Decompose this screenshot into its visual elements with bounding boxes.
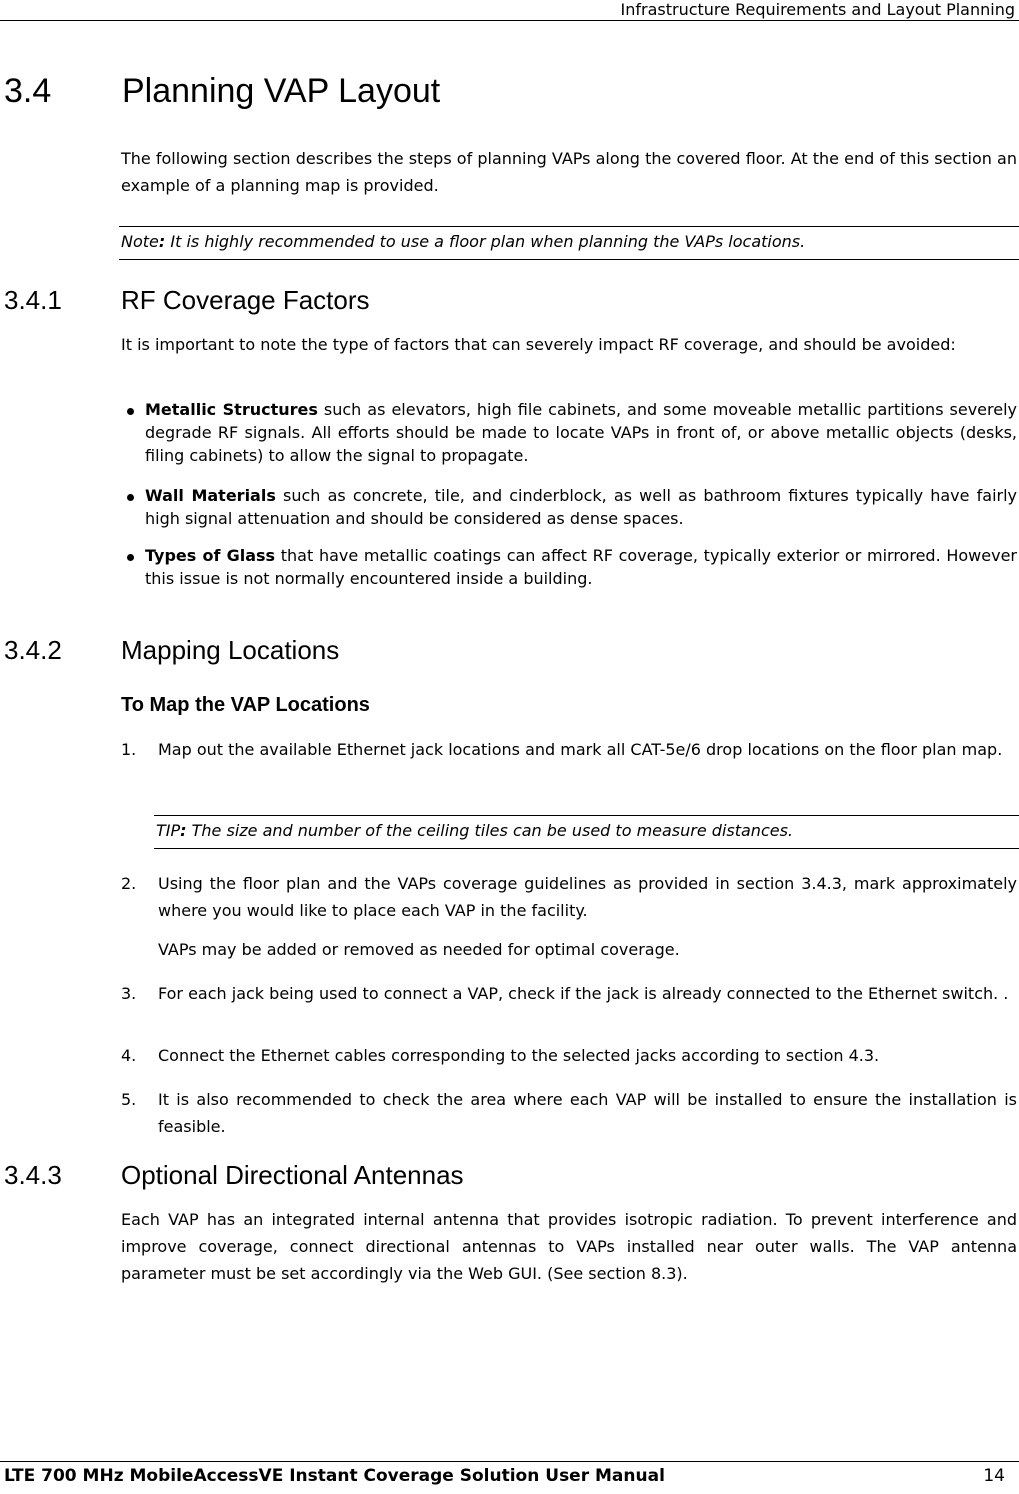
step-text: For each jack being used to connect a VAP, check if the jack is already connected to the Ethernet switch. . — [158, 984, 1009, 1003]
step-number: 3. — [121, 984, 137, 1003]
subsection-title: Optional Directional Antennas — [121, 1160, 464, 1190]
rf-intro: It is important to note the type of factors that can severely impact RF coverage, and should be avoided: — [121, 335, 956, 354]
note-box — [119, 226, 1019, 260]
subsection-number: 3.4.3 — [4, 1160, 62, 1190]
bullet-item — [145, 484, 1017, 530]
tip-label: TIP — [156, 821, 181, 840]
subsection-number: 3.4.1 — [4, 285, 62, 315]
bullet-term: Types of Glass — [145, 546, 276, 565]
footer-title: LTE 700 MHz MobileAccessVE Instant Coverage Solution User Manual — [4, 1466, 665, 1486]
bullet-text: that have metallic coatings can affect RF coverage, typically exterior or mirrored. However this issue is not normally encountered inside a building. — [145, 546, 1017, 588]
step-number: 5. — [121, 1090, 137, 1109]
note-text: It is highly recommended to use a floor plan when planning the VAPs locations. — [165, 232, 806, 251]
step-text: Map out the available Ethernet jack locations and mark all CAT-5e/6 drop locations on the floor plan map. — [158, 740, 1003, 759]
tip-text: The size and number of the ceiling tiles can be used to measure distances. — [186, 821, 794, 840]
bullet-text: such as elevators, high file cabinets, and some moveable metallic partitions severely degrade RF signals. All efforts should be made to locate VAPs in front of, or above metallic objects (desks, filing cabinets) to allow the signal to propagate. — [145, 400, 1018, 465]
procedure-title: To Map the VAP Locations — [121, 694, 370, 716]
step-number: 4. — [121, 1046, 137, 1065]
tip-box — [154, 815, 1019, 849]
step-text: Connect the Ethernet cables corresponding to the selected jacks according to section 4.3. — [158, 1046, 880, 1065]
header-rule — [0, 20, 1019, 21]
subsection-heading-antennas — [4, 1160, 464, 1191]
step-number: 1. — [121, 740, 137, 759]
running-header: Infrastructure Requirements and Layout Planning — [620, 0, 1015, 19]
bullet-item — [145, 544, 1017, 590]
antennas-text: Each VAP has an integrated internal antenna that provides isotropic radiation. To prevent interference and improve coverage, connect directional antennas to VAPs installed near outer walls. The VAP antenna parameter must be set accordingly via the Web GUI. (See section 8.3). — [121, 1210, 1017, 1283]
tip-colon: : — [180, 821, 187, 840]
footer-rule — [0, 1461, 1019, 1462]
bullet-term: Metallic Structures — [145, 400, 318, 419]
step-number: 2. — [121, 874, 137, 893]
subsection-number: 3.4.2 — [4, 635, 62, 665]
note-colon: : — [158, 232, 166, 251]
bullet-text: such as concrete, tile, and cinderblock, as well as bathroom fixtures typically have fairly high signal attenuation and should be considered as dense spaces. — [145, 486, 1018, 528]
section-intro: The following section describes the steps of planning VAPs along the covered floor. At the end of this section an example of a planning map is provided. — [121, 149, 1017, 195]
subsection-heading-mapping — [4, 635, 339, 666]
note-label: Note — [121, 232, 159, 251]
section-number: 3.4 — [4, 72, 52, 110]
section-title: Planning VAP Layout — [122, 72, 441, 110]
page-number: 14 — [983, 1466, 1005, 1486]
bullet-term: Wall Materials — [145, 486, 276, 505]
subsection-title: RF Coverage Factors — [121, 285, 370, 315]
step-text: Using the floor plan and the VAPs coverage guidelines as provided in section 3.4.3, mark approximately where you would like to place each VAP in the facility. — [158, 874, 1017, 920]
bullet-item — [145, 398, 1017, 467]
step-note: VAPs may be added or removed as needed for optimal coverage. — [158, 940, 680, 959]
subsection-heading-rf — [4, 285, 370, 316]
section-heading — [4, 72, 440, 111]
step-text: It is also recommended to check the area where each VAP will be installed to ensure the installation is feasible. — [158, 1090, 1017, 1136]
subsection-title: Mapping Locations — [121, 635, 340, 665]
